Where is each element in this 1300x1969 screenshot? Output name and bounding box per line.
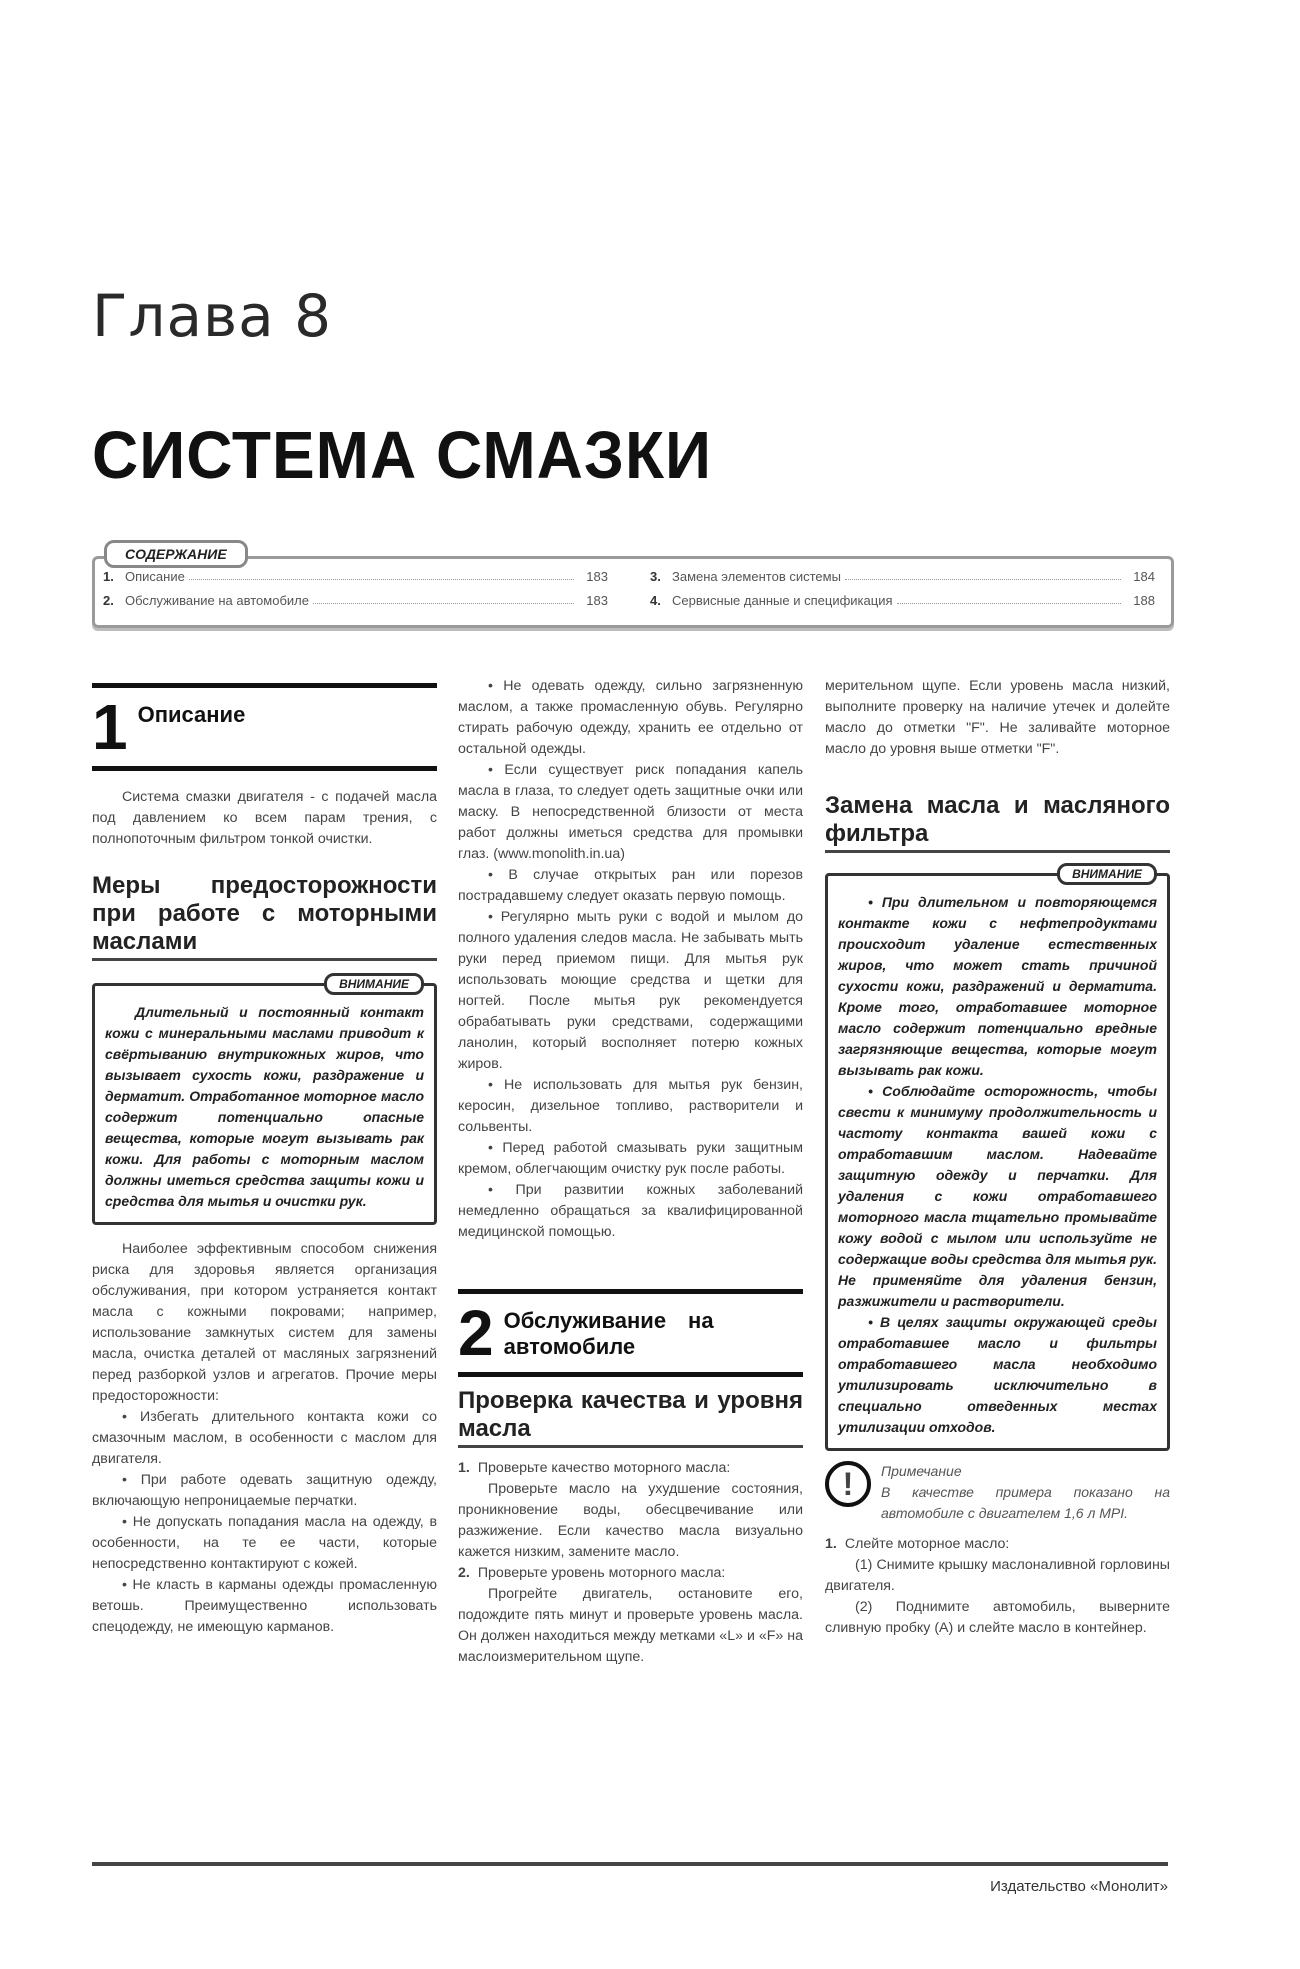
chapter-title: СИСТЕМА СМАЗКИ [92, 417, 712, 493]
note-label: Примечание [881, 1463, 962, 1479]
bullet-item: • Избегать длительного контакта кожи со смазочным маслом, в особенности с маслом для двигателя. [92, 1409, 437, 1467]
exclamation-icon: ! [825, 1461, 871, 1507]
note-block [825, 1461, 1170, 1524]
step-detail: (1) Снимите крышку маслоналивной горловины двигателя. [825, 1557, 1170, 1594]
toc-label: Описание [125, 569, 185, 584]
bullet-item: • При развитии кожных заболеваний немедленно обращаться за квалифицированной медицинской помощью. [458, 1182, 803, 1240]
toc-leader [845, 569, 1121, 580]
section-rule [92, 766, 437, 771]
toc-item[interactable] [650, 593, 1155, 608]
section-title: Обслуживание на автомобиле [503, 1308, 714, 1359]
toc-label: Сервисные данные и спецификация [672, 593, 893, 608]
table-of-contents [92, 556, 1174, 628]
toc-heading: СОДЕРЖАНИЕ [104, 540, 248, 568]
section-title: Описание [137, 702, 246, 727]
toc-label: Обслуживание на автомобиле [125, 593, 309, 608]
column-left [92, 683, 437, 1638]
section-2-header [458, 1294, 803, 1372]
warning-label: ВНИМАНИЕ [1057, 863, 1157, 885]
note-text: В качестве примера показано на автомобиле с двигателем 1,6 л MPI. [881, 1484, 1170, 1521]
step-detail: Прогрейте двигатель, остановите его, подождите пять минут и проверьте уровень масла. Он должен находиться между метками «L» и «F» на маслоизмерительном щупе. [458, 1586, 803, 1665]
subsection-title: Меры предосторожности при работе с моторными маслами [92, 872, 437, 961]
bullet-item: • Не допускать попадания масла на одежду, в особенности, на те ее части, которые непосредственно контактируют с кожей. [92, 1514, 437, 1572]
warning-label: ВНИМАНИЕ [324, 973, 424, 995]
toc-leader [897, 593, 1122, 604]
section-number: 2 [458, 1297, 494, 1369]
toc-label: Замена элементов системы [672, 569, 841, 584]
bullet-item: • Если существует риск попадания капель масла в глаза, то следует одеть защитные очки или маску. В непосредственной близости от места работ должны иметься средства для промывки глаз. (www.monolith.in.ua) [458, 762, 803, 862]
bullet-item: • Перед работой смазывать руки защитным кремом, облегчающим очистку рук после работы. [458, 1140, 803, 1177]
toc-item[interactable] [103, 569, 608, 584]
footer-rule [92, 1862, 1168, 1866]
warning-box [92, 977, 437, 1225]
warning-item: • При длительном и повторяющемся контакте кожи с нефтепродуктами происходит удаление естественных жиров, что может стать причиной сухости кожи, раздражений и дерматита. Кроме того, отработавшее моторное масло содержит потенциально вредные загрязняющие вещества, которые могут вызывать рак кожи. [838, 894, 1157, 1078]
toc-page: 188 [1133, 593, 1155, 608]
note-content [881, 1461, 1170, 1524]
subsection-title: Замена масла и масляного фильтра [825, 792, 1170, 853]
column-middle [458, 676, 803, 1668]
step-item [825, 1534, 1170, 1555]
toc-leader [313, 593, 574, 604]
subsection-title: Проверка качества и уровня масла [458, 1387, 803, 1448]
bullet-item: • В случае открытых ран или порезов пострадавшему следует оказать первую помощь. [458, 867, 803, 904]
step-detail: Проверьте масло на ухудшение состояния, проникновение воды, обесцвечивание или разжижение. Если качество масла визуально кажется низким, замените масло. [458, 1481, 803, 1560]
step-number: 2. [458, 1565, 470, 1581]
bullet-item: • Не одевать одежду, сильно загрязненную маслом, а также промасленную обувь. Регулярно стирать рабочую одежду, хранить ее отдельно от остальной одежды. [458, 678, 803, 757]
warning-box [825, 867, 1170, 1451]
section-rule [458, 1372, 803, 1377]
step-text: Слейте моторное масло: [844, 1536, 1010, 1552]
toc-num: 3. [650, 569, 661, 584]
bullet-item: • Не класть в карманы одежды промасленную ветошь. Преимущественно использовать спецодежду, не имеющую карманов. [92, 1577, 437, 1635]
toc-page: 183 [586, 593, 608, 608]
toc-num: 1. [103, 569, 114, 584]
toc-page: 183 [586, 569, 608, 584]
step-item [458, 1563, 803, 1584]
toc-item[interactable] [650, 569, 1155, 584]
step-text: Проверьте качество моторного масла: [477, 1460, 731, 1476]
bullet-item: • Регулярно мыть руки с водой и мылом до полного удаления следов масла. Не забывать мыть руки перед приемом пищи. Для мытья рук использовать моющие средства и щетки для ногтей. После мытья рук рекомендуется обрабатывать руки средствами, содержащими ланолин, который восполняет потерю кожных жиров. [458, 909, 803, 1072]
section-number: 1 [92, 691, 128, 763]
paragraph: мерительном щупе. Если уровень масла низкий, выполните проверку на наличие утечек и долейте масло до отметки "F". Не заливайте моторное масло до уровня выше отметки "F". [825, 678, 1170, 757]
step-text: Проверьте уровень моторного масла: [477, 1565, 726, 1581]
column-right [825, 676, 1170, 1639]
toc-num: 4. [650, 593, 661, 608]
publisher-name: Издательство «Монолит» [990, 1878, 1168, 1895]
warning-item: • В целях защиты окружающей среды отработавшее масло и фильтры отработавшего масла необходимо утилизировать исключительно в специально отведенных местах утилизации отходов. [838, 1314, 1157, 1435]
bullet-item: • При работе одевать защитную одежду, включающую непроницаемые перчатки. [92, 1472, 437, 1509]
bullet-item: • Не использовать для мытья рук бензин, керосин, дизельное топливо, растворители и сольвенты. [458, 1077, 803, 1135]
chapter-label: Глава 8 [92, 282, 333, 350]
warning-item: • Соблюдайте осторожность, чтобы свести к минимуму продолжительность и частоту контакта вашей кожи с отработавшим маслом. Надевайте защитную одежду и перчатки. Для удаления с кожи отработавшего моторного масла тщательно промывайте кожу водой с мылом или используйте не содержащие воды средства для мытья рук. Не применяйте для удаления бензин, разжижители и растворители. [838, 1083, 1157, 1309]
toc-item[interactable] [103, 593, 608, 608]
step-item [458, 1458, 803, 1479]
step-number: 1. [825, 1536, 837, 1552]
paragraph: Система смазки двигателя - с подачей масла под давлением ко всем парам трения, с полнопоточным фильтром тонкой очистки. [92, 789, 437, 847]
toc-leader [189, 569, 574, 580]
section-1-header [92, 688, 437, 766]
step-number: 1. [458, 1460, 470, 1476]
paragraph: Наиболее эффективным способом снижения риска для здоровья является организация обслуживания, при котором устраняется контакт масла с кожными покровами; например, использование замкнутых систем для замены масла, очистка деталей от масляных загрязнений перед разборкой узлов и агрегатов. Прочие меры предосторожности: [92, 1241, 437, 1404]
toc-page: 184 [1133, 569, 1155, 584]
toc-num: 2. [103, 593, 114, 608]
warning-text: Длительный и постоянный контакт кожи с минеральными маслами приводит к свёртыванию внутрикожных жиров, что вызывает сухость кожи, раздражение и дерматит. Отработанное моторное масло содержит потенциально опасные вещества, которые могут вызывать рак кожи. Для работы с моторным маслом должны иметься средства защиты кожи и средства для мытья и очистки рук. [105, 1004, 424, 1209]
step-detail: (2) Поднимите автомобиль, выверните сливную пробку (A) и слейте масло в контейнер. [825, 1599, 1170, 1636]
